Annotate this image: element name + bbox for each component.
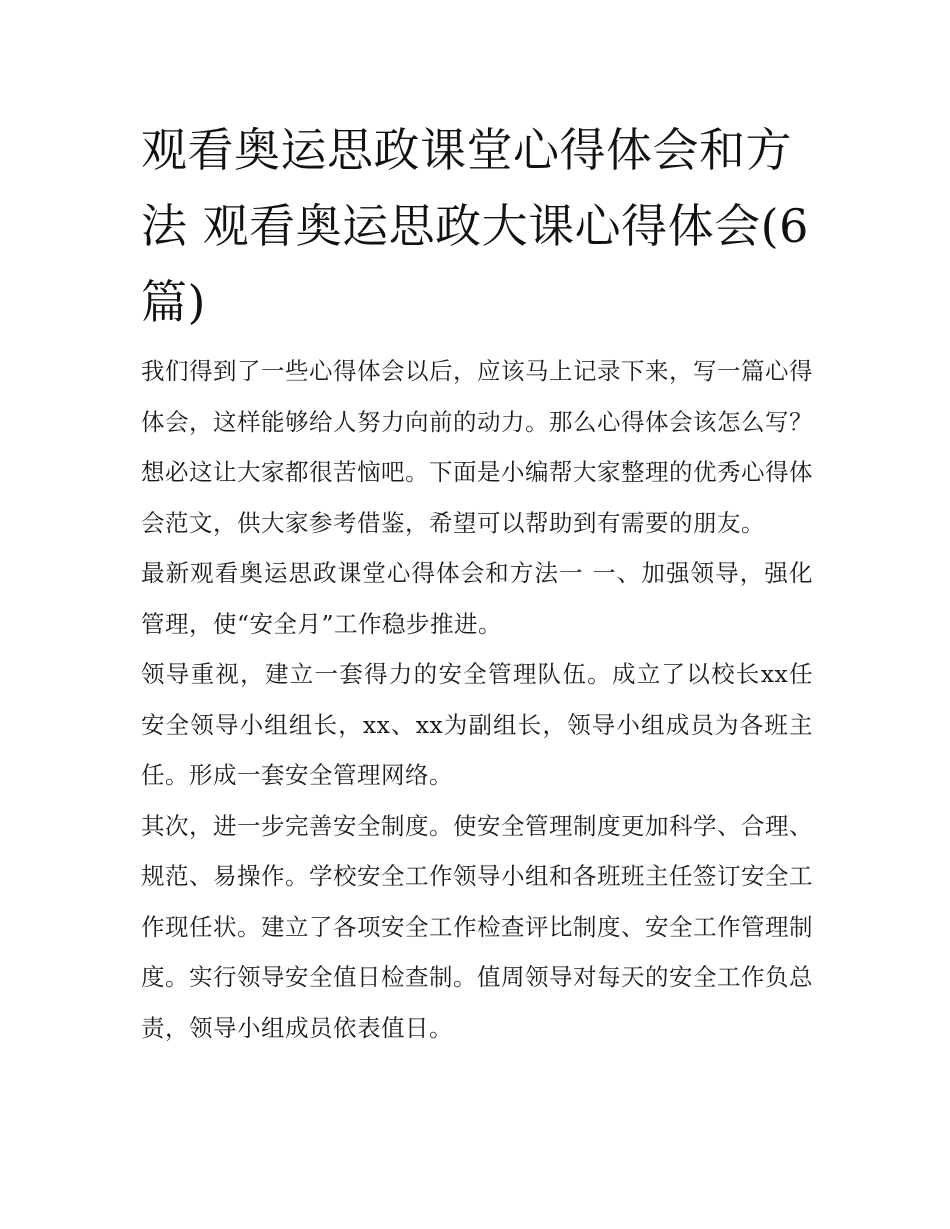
paragraph-safety-system: 其次，进一步完善安全制度。使安全管理制度更加科学、合理、规范、易操作。学校安全工作领导小组和各班班主任签订安全工作现任状。建立了各项安全工作检查评比制度、安全工作管理制度。实行领导安全值日检查制。值周领导对每天的安全工作负总责，领导小组成员依表值日。: [141, 811, 813, 1042]
paragraph-section-one-heading: 最新观看奥运思政课堂心得体会和方法一 一、加强领导，强化管理，使“安全月”工作稳步推进。: [141, 559, 813, 638]
document-content: [141, 112, 813, 1053]
paragraph-intro: 我们得到了一些心得体会以后，应该马上记录下来，写一篇心得体会，这样能够给人努力向前的动力。那么心得体会该怎么写？想必这让大家都很苦恼吧。下面是小编帮大家整理的优秀心得体会范文，供大家参考借鉴，希望可以帮助到有需要的朋友。: [141, 357, 813, 537]
paragraph-leadership: 领导重视，建立一套得力的安全管理队伍。成立了以校长xx任安全领导小组组长，xx、xx为副组长，领导小组成员为各班主任。形成一套安全管理网络。: [141, 660, 813, 789]
document-title: 观看奥运思政课堂心得体会和方法 观看奥运思政大课心得体会(6篇): [141, 123, 809, 329]
